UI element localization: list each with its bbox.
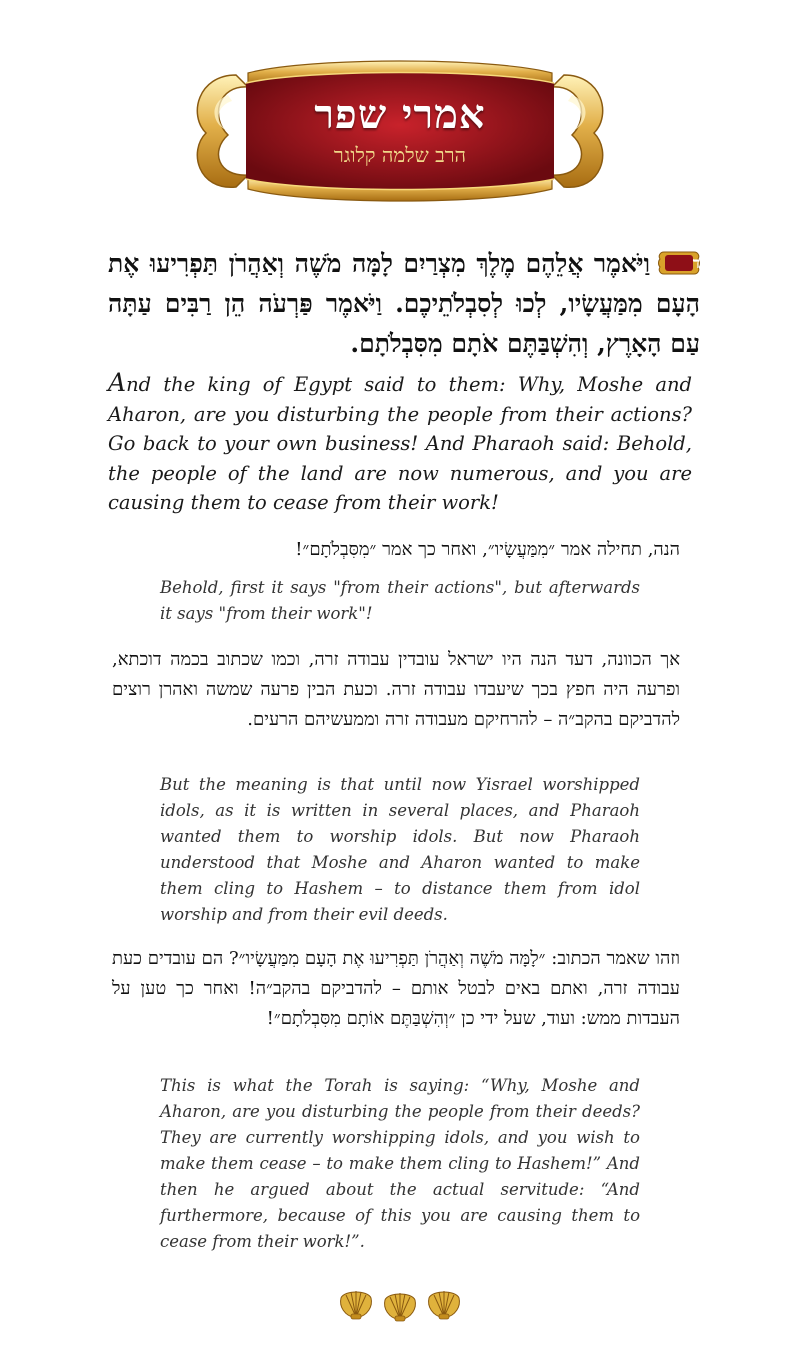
shell-icon <box>338 1286 374 1320</box>
shell-icon <box>382 1288 418 1322</box>
footer-ornament <box>338 1286 462 1322</box>
verse-number: ד <box>692 254 700 272</box>
verse-translation <box>108 368 692 518</box>
shell-icon <box>426 1286 462 1320</box>
commentary-english-3: This is what the Torah is saying: “Why, Moshe and Aharon, are you disturbing the people from their deeds? They are currently worshipping idols, and you wish to make them cease – to make them cling to Hashem!” And then he argued about the actual servitude: “And furthermore, because of this you are causing them to cease from their work!”. <box>160 1076 640 1251</box>
verse-text: וַיֹּאמֶר אֲלֵהֶם מֶלֶךְ מִצְרַיִם לָמָּה מֹשֶׁה וְאַהֲרֹן תַּפְרִיעוּ אֶת הָעָם מִמַּעֲשָׂיו, לְכוּ לְסִבְלֹתֵיכֶם. וַיֹּאמֶר פַּרְעֹה הֵן רַבִּים עַתָּה עַם הָאָרֶץ, וְהִשְׁבַּתֶּם אֹתָם מִסִּבְלֹתָם. <box>108 249 700 358</box>
commentary-english-2: But the meaning is that until now Yisrael worshipped idols, as it is written in several places, and Pharaoh wanted them to worship idols. But now Pharaoh understood that Moshe and Aharon wanted to make them cling to Hashem – to distance them from idol worship and from their evil deeds. <box>160 775 640 924</box>
verse-translation-text: nd the king of Egypt said to them: Why, Moshe and Aharon, are you disturbing the people from their actions? Go back to your own business! And Pharaoh said: Behold, the people of the land are now numerous, and you are causing them to cease from their work! <box>108 373 692 514</box>
commentary-hebrew-2: אך הכוונה, דעד הנה היו ישראל עובדין עבודה זרה, וכמו שכתוב בכמה דוכתא, ופרעה היה חפץ בכך שיעבדו עבודה זרה. וכעת הבין פרעה שמשה ואהרן רוצים להדביקם בהקב״ה – להרחיקם מעבודה זרה וממעשיהם הרעים. <box>112 649 680 730</box>
banner-subtitle: הרב שלמה קלוגר <box>333 143 467 167</box>
commentary-hebrew-1: הנה, תחילה אמר ״מִמַּעֲשָׂיו״, ואחר כך אמר ״מִסִּבְלֹתָם״! <box>295 539 680 560</box>
banner-title: אמרי שפר <box>314 91 486 138</box>
verse-number-badge <box>658 250 700 276</box>
commentary-english-1: Behold, first it says "from their actions", but afterwards it says "from their work"! <box>160 578 640 623</box>
torah-verse <box>108 244 700 364</box>
commentary-hebrew-3: וזהו שאמר הכתוב: ״לָמָּה מֹשֶׁה וְאַהֲרֹן תַּפְרִיעוּ אֶת הָעָם מִמַּעֲשָׂיו״? הם עובדים כעת עבודה זרה, ואתם באים לבטל אותם – להדביקם בהקב״ה! ואחר כך טען על העבדות ממש: ועוד, שעל ידי כן ״וְהִשְׁבַּתֶּם אוֹתָם מִסִּבְלֹתָם״! <box>112 948 680 1029</box>
verse-translation-dropcap: A <box>108 368 127 397</box>
title-banner <box>188 55 612 205</box>
